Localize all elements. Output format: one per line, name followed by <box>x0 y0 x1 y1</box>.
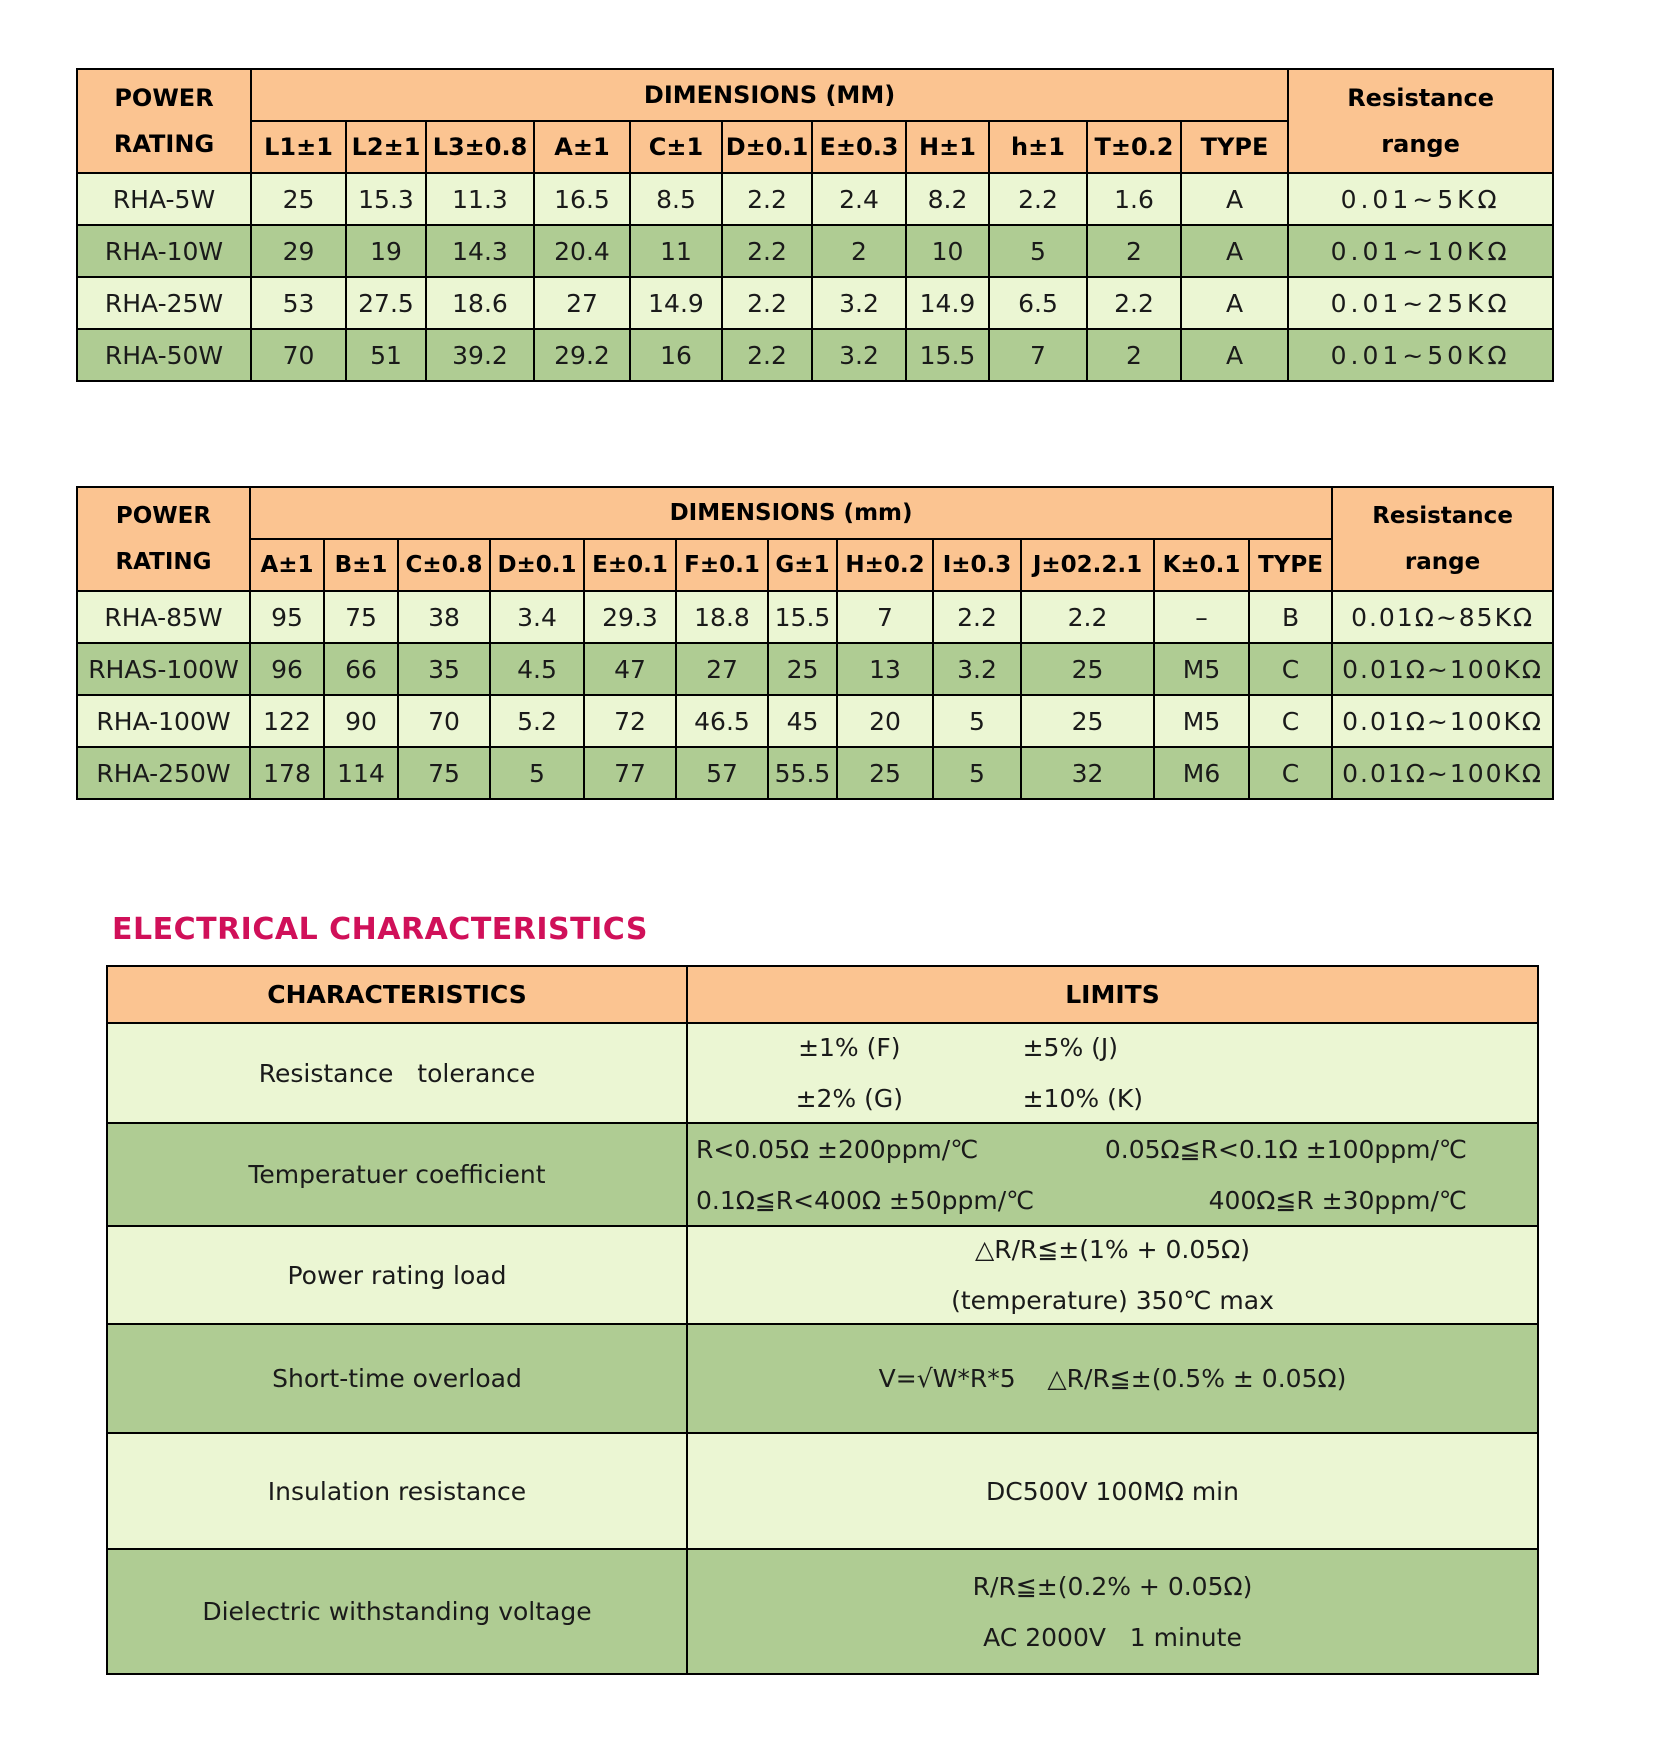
dimension-cell: 2 <box>1087 329 1181 381</box>
limit-text: 0.1Ω≦R<400Ω ±50ppm/℃ <box>696 1185 1035 1215</box>
model-cell: RHA-5W <box>77 173 251 225</box>
table-subheader-row <box>77 539 1553 591</box>
limit-text: 0.05Ω≦R<0.1Ω ±100ppm/℃ <box>1104 1134 1467 1164</box>
dimension-cell: 70 <box>398 695 490 747</box>
column-header: J±02.2.1 <box>1021 539 1154 591</box>
limit-line <box>688 1135 1537 1164</box>
power-rating-header-line: POWER <box>115 503 212 529</box>
dimension-cell: A <box>1181 173 1288 225</box>
dimension-cell: 2.2 <box>722 329 812 381</box>
dimension-cell: 29.2 <box>534 329 630 381</box>
dimension-cell: 15.5 <box>906 329 989 381</box>
characteristic-label: Insulation resistance <box>107 1433 687 1549</box>
model-cell: RHA-85W <box>77 591 250 643</box>
dimension-cell: 3.2 <box>812 329 906 381</box>
dimension-cell: 20.4 <box>534 225 630 277</box>
electrical-characteristics-table <box>106 965 1539 1675</box>
limit-line <box>688 1084 1537 1113</box>
dimension-cell: 53 <box>251 277 346 329</box>
limit-text: 400Ω≦R ±30ppm/℃ <box>1208 1185 1467 1215</box>
dimension-cell: 2.2 <box>722 173 812 225</box>
dimension-cell: 15.5 <box>768 591 837 643</box>
column-header: H±1 <box>906 121 989 173</box>
dimension-cell: 2.2 <box>933 591 1021 643</box>
table-row <box>77 173 1553 225</box>
column-header: T±0.2 <box>1087 121 1181 173</box>
dimension-cell: 2 <box>812 225 906 277</box>
column-header: C±0.8 <box>398 539 490 591</box>
dimension-cell: 27 <box>534 277 630 329</box>
dimension-cell: 25 <box>837 747 933 799</box>
table-row <box>107 1023 1538 1123</box>
column-header: E±0.1 <box>584 539 676 591</box>
table-row <box>107 1226 1538 1324</box>
limit-text: R<0.05Ω ±200ppm/℃ <box>696 1134 979 1164</box>
dimension-cell: 11.3 <box>426 173 534 225</box>
table-row <box>107 1123 1538 1226</box>
dimension-cell: 2 <box>1087 225 1181 277</box>
dimension-cell: 75 <box>324 591 398 643</box>
limits-cell <box>687 1123 1538 1226</box>
limit-text: ±5% (J) <box>1022 1033 1119 1062</box>
table-row <box>107 1433 1538 1549</box>
dimension-cell: 2.2 <box>1021 591 1154 643</box>
dimension-cell: 95 <box>250 591 324 643</box>
dimension-cell: C <box>1249 747 1332 799</box>
dimension-cell: 16.5 <box>534 173 630 225</box>
dimension-cell: 14.9 <box>630 277 722 329</box>
characteristics-column-header: CHARACTERISTICS <box>107 966 687 1023</box>
dimension-cell: 72 <box>584 695 676 747</box>
column-header: G±1 <box>768 539 837 591</box>
dimension-cell: 25 <box>1021 695 1154 747</box>
dimension-cell: 16 <box>630 329 722 381</box>
dimension-cell: 18.8 <box>676 591 768 643</box>
dimension-cell: 114 <box>324 747 398 799</box>
resistance-cell: 0.01~10KΩ <box>1288 225 1553 277</box>
dimensions-group-header: DIMENSIONS (MM) <box>251 69 1288 121</box>
dimension-cell: – <box>1154 591 1249 643</box>
resistance-range-header <box>1288 69 1553 173</box>
column-header: L3±0.8 <box>426 121 534 173</box>
table-row <box>77 695 1553 747</box>
dimension-cell: 25 <box>1021 643 1154 695</box>
dimension-cell: 27.5 <box>346 277 426 329</box>
dimension-cell: 13 <box>837 643 933 695</box>
dimension-cell: 5 <box>989 225 1087 277</box>
power-rating-header-line: RATING <box>115 549 212 575</box>
limit-line <box>688 1623 1537 1652</box>
dimension-cell: 3.4 <box>490 591 584 643</box>
dimension-cell: 47 <box>584 643 676 695</box>
resistance-range-header-line: Resistance <box>1372 503 1513 529</box>
table-row <box>77 643 1553 695</box>
dimension-cell: 8.5 <box>630 173 722 225</box>
dimensions-group-header: DIMENSIONS (mm) <box>250 487 1332 539</box>
dimension-cell: 29 <box>251 225 346 277</box>
dimension-cell: 15.3 <box>346 173 426 225</box>
table-row <box>77 591 1553 643</box>
dimension-cell: 55.5 <box>768 747 837 799</box>
limit-text: (temperature) 350℃ max <box>951 1286 1274 1315</box>
dimension-cell: 14.9 <box>906 277 989 329</box>
limits-cell <box>687 1023 1538 1123</box>
limit-text: V=√W*R*5 △R/R≦±(0.5% ± 0.05Ω) <box>878 1364 1347 1393</box>
characteristic-label: Resistance tolerance <box>107 1023 687 1123</box>
power-rating-header-line: POWER <box>114 84 214 112</box>
dimension-cell: 25 <box>251 173 346 225</box>
dimension-cell: M5 <box>1154 643 1249 695</box>
dimension-cell: 2.2 <box>1087 277 1181 329</box>
dimension-cell: 5 <box>490 747 584 799</box>
column-header: F±0.1 <box>676 539 768 591</box>
dimension-cell: 45 <box>768 695 837 747</box>
limit-text: DC500V 100MΩ min <box>986 1476 1239 1506</box>
dimension-cell: 1.6 <box>1087 173 1181 225</box>
dimension-cell: 3.2 <box>933 643 1021 695</box>
dimension-cell: 8.2 <box>906 173 989 225</box>
resistance-range-header-line: range <box>1404 549 1481 575</box>
column-header: H±0.2 <box>837 539 933 591</box>
power-rating-header-line: RATING <box>113 130 215 158</box>
electrical-characteristics-title: ELECTRICAL CHARACTERISTICS <box>112 912 648 947</box>
dimension-cell: 2.2 <box>989 173 1087 225</box>
dimension-cell: 6.5 <box>989 277 1087 329</box>
dimension-cell: 2.2 <box>722 277 812 329</box>
column-header: L1±1 <box>251 121 346 173</box>
table-header-row <box>77 69 1553 121</box>
limit-line <box>688 1235 1537 1264</box>
table-row <box>77 329 1553 381</box>
table-header-row <box>107 966 1538 1023</box>
limit-text: △R/R≦±(1% + 0.05Ω) <box>974 1235 1251 1264</box>
column-header: D±0.1 <box>722 121 812 173</box>
table-row <box>77 225 1553 277</box>
dimensions-table-type-a <box>76 68 1554 382</box>
model-cell: RHA-100W <box>77 695 250 747</box>
dimension-cell: 90 <box>324 695 398 747</box>
dimension-cell: 77 <box>584 747 676 799</box>
characteristic-label: Power rating load <box>107 1226 687 1324</box>
limit-line <box>688 1033 1537 1062</box>
limit-text: ±10% (K) <box>1022 1084 1143 1113</box>
column-header: E±0.3 <box>812 121 906 173</box>
resistance-cell: 0.01~5KΩ <box>1288 173 1553 225</box>
dimension-cell: 7 <box>989 329 1087 381</box>
limit-line <box>688 1364 1537 1393</box>
resistance-cell: 0.01Ω~100KΩ <box>1332 695 1553 747</box>
resistance-cell: 0.01Ω~100KΩ <box>1332 747 1553 799</box>
characteristic-label: Temperatuer coefficient <box>107 1123 687 1226</box>
model-cell: RHA-10W <box>77 225 251 277</box>
dimension-cell: 5.2 <box>490 695 584 747</box>
dimensions-table-type-bc <box>76 486 1554 800</box>
power-rating-header <box>77 69 251 173</box>
table-header-row <box>77 487 1553 539</box>
characteristic-label: Dielectric withstanding voltage <box>107 1549 687 1674</box>
resistance-range-header-line: Resistance <box>1347 84 1494 112</box>
dimension-cell: 7 <box>837 591 933 643</box>
limit-text: ±1% (F) <box>798 1033 901 1062</box>
limits-cell <box>687 1324 1538 1433</box>
characteristic-label: Short-time overload <box>107 1324 687 1433</box>
dimension-cell: 178 <box>250 747 324 799</box>
model-cell: RHA-25W <box>77 277 251 329</box>
table-row <box>107 1549 1538 1674</box>
column-header: K±0.1 <box>1154 539 1249 591</box>
column-header: A±1 <box>534 121 630 173</box>
dimension-cell: 96 <box>250 643 324 695</box>
column-header: h±1 <box>989 121 1087 173</box>
dimension-cell: 75 <box>398 747 490 799</box>
column-header: TYPE <box>1181 121 1288 173</box>
limits-column-header: LIMITS <box>687 966 1538 1023</box>
dimension-cell: 18.6 <box>426 277 534 329</box>
column-header: D±0.1 <box>490 539 584 591</box>
limit-line <box>688 1477 1537 1506</box>
table-row <box>107 1324 1538 1433</box>
dimension-cell: 29.3 <box>584 591 676 643</box>
dimension-cell: C <box>1249 643 1332 695</box>
resistance-cell: 0.01~50KΩ <box>1288 329 1553 381</box>
dimension-cell: 5 <box>933 747 1021 799</box>
power-rating-header <box>77 487 250 591</box>
dimension-cell: 5 <box>933 695 1021 747</box>
resistance-cell: 0.01~25KΩ <box>1288 277 1553 329</box>
dimension-cell: 27 <box>676 643 768 695</box>
model-cell: RHAS-100W <box>77 643 250 695</box>
resistance-cell: 0.01Ω~85KΩ <box>1332 591 1553 643</box>
dimension-cell: 38 <box>398 591 490 643</box>
dimension-cell: 46.5 <box>676 695 768 747</box>
dimension-cell: 57 <box>676 747 768 799</box>
dimension-cell: 20 <box>837 695 933 747</box>
column-header: B±1 <box>324 539 398 591</box>
dimension-cell: 32 <box>1021 747 1154 799</box>
dimension-cell: A <box>1181 277 1288 329</box>
resistance-range-header-line: range <box>1381 130 1460 158</box>
table-row <box>77 277 1553 329</box>
dimension-cell: 51 <box>346 329 426 381</box>
dimension-cell: C <box>1249 695 1332 747</box>
column-header: TYPE <box>1249 539 1332 591</box>
column-header: A±1 <box>250 539 324 591</box>
dimension-cell: 10 <box>906 225 989 277</box>
limits-cell <box>687 1433 1538 1549</box>
dimension-cell: 4.5 <box>490 643 584 695</box>
limits-cell <box>687 1226 1538 1324</box>
dimension-cell: 14.3 <box>426 225 534 277</box>
model-cell: RHA-50W <box>77 329 251 381</box>
column-header: I±0.3 <box>933 539 1021 591</box>
dimension-cell: A <box>1181 225 1288 277</box>
dimension-cell: 19 <box>346 225 426 277</box>
dimension-cell: 11 <box>630 225 722 277</box>
limit-line <box>688 1286 1537 1315</box>
dimension-cell: A <box>1181 329 1288 381</box>
dimension-cell: M5 <box>1154 695 1249 747</box>
dimension-cell: 2.2 <box>722 225 812 277</box>
limit-text: R/R≦±(0.2% + 0.05Ω) <box>972 1571 1253 1601</box>
dimension-cell: 3.2 <box>812 277 906 329</box>
column-header: C±1 <box>630 121 722 173</box>
limit-line <box>688 1572 1537 1601</box>
dimension-cell: 2.4 <box>812 173 906 225</box>
dimension-cell: M6 <box>1154 747 1249 799</box>
model-cell: RHA-250W <box>77 747 250 799</box>
dimension-cell: B <box>1249 591 1332 643</box>
dimension-cell: 66 <box>324 643 398 695</box>
dimension-cell: 35 <box>398 643 490 695</box>
dimension-cell: 122 <box>250 695 324 747</box>
resistance-cell: 0.01Ω~100KΩ <box>1332 643 1553 695</box>
limit-text: ±2% (G) <box>795 1084 904 1113</box>
dimension-cell: 70 <box>251 329 346 381</box>
dimension-cell: 39.2 <box>426 329 534 381</box>
limit-text: AC 2000V 1 minute <box>983 1622 1242 1652</box>
resistance-range-header <box>1332 487 1553 591</box>
column-header: L2±1 <box>346 121 426 173</box>
limits-cell <box>687 1549 1538 1674</box>
table-row <box>77 747 1553 799</box>
dimension-cell: 25 <box>768 643 837 695</box>
limit-line <box>688 1186 1537 1215</box>
